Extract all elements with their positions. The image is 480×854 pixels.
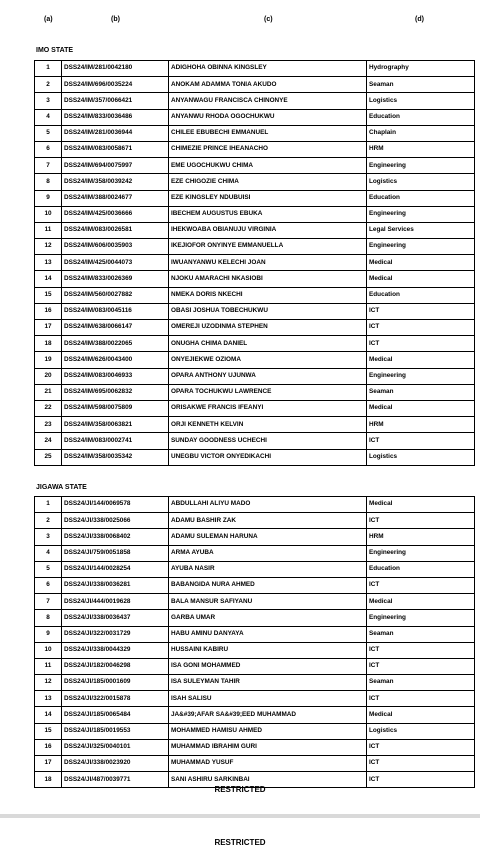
service-number-cell: DSS24/IM/694/0075997 (62, 158, 169, 174)
name-cell: NJOKU AMARACHI NKASIOBI (169, 271, 367, 287)
table-row (35, 320, 475, 336)
serial-number-cell: 18 (35, 772, 62, 788)
name-cell: IKEJIOFOR ONYINYE EMMANUELLA (169, 239, 367, 255)
name-cell: ADIGHOHA OBINNA KINGSLEY (169, 61, 367, 77)
specialty-cell: ICT (367, 642, 475, 658)
name-cell: ORISAKWE FRANCIS IFEANYI (169, 400, 367, 416)
table-row (35, 513, 475, 529)
serial-number-cell: 18 (35, 336, 62, 352)
name-cell: CHILEE EBUBECHI EMMANUEL (169, 125, 367, 141)
service-number-cell: DSS24/IM/833/0026369 (62, 271, 169, 287)
service-number-cell: DSS24/JI/325/0040101 (62, 739, 169, 755)
specialty-cell: Hydrography (367, 61, 475, 77)
table-row (35, 190, 475, 206)
service-number-cell: DSS24/IM/083/0026581 (62, 222, 169, 238)
name-cell: JA&#39;AFAR SA&#39;EED MUHAMMAD (169, 707, 367, 723)
table-row (35, 206, 475, 222)
table-row (35, 756, 475, 772)
service-number-cell: DSS24/JI/182/0046298 (62, 658, 169, 674)
table-row (35, 93, 475, 109)
table-row (35, 287, 475, 303)
table-row (35, 417, 475, 433)
specialty-cell: Seaman (367, 626, 475, 642)
table-row (35, 352, 475, 368)
service-number-cell: DSS24/JI/144/0028254 (62, 561, 169, 577)
serial-number-cell: 8 (35, 174, 62, 190)
serial-number-cell: 1 (35, 497, 62, 513)
name-cell: ISA SULEYMAN TAHIR (169, 675, 367, 691)
specialty-cell: Medical (367, 271, 475, 287)
service-number-cell: DSS24/IM/358/0063821 (62, 417, 169, 433)
name-cell: GARBA UMAR (169, 610, 367, 626)
table-row (35, 545, 475, 561)
serial-number-cell: 2 (35, 513, 62, 529)
name-cell: MUHAMMAD YUSUF (169, 756, 367, 772)
name-cell: ANOKAM ADAMMA TONIA AKUDO (169, 77, 367, 93)
table-row (35, 723, 475, 739)
serial-number-cell: 5 (35, 561, 62, 577)
serial-number-cell: 10 (35, 206, 62, 222)
specialty-cell: ICT (367, 303, 475, 319)
table-row (35, 691, 475, 707)
table-row (35, 61, 475, 77)
serial-number-cell: 16 (35, 303, 62, 319)
serial-number-cell: 6 (35, 141, 62, 157)
name-cell: ANYANWAGU FRANCISCA CHINONYE (169, 93, 367, 109)
service-number-cell: DSS24/IM/358/0035342 (62, 449, 169, 465)
specialty-cell: Education (367, 109, 475, 125)
service-number-cell: DSS24/JI/185/0019553 (62, 723, 169, 739)
column-header-row (0, 16, 480, 28)
name-cell: ONYEJIEKWE OZIOMA (169, 352, 367, 368)
serial-number-cell: 7 (35, 594, 62, 610)
service-number-cell: DSS24/JI/338/0044329 (62, 642, 169, 658)
service-number-cell: DSS24/IM/425/0044073 (62, 255, 169, 271)
service-number-cell: DSS24/IM/598/0075809 (62, 400, 169, 416)
name-cell: NMEKA DORIS NKECHI (169, 287, 367, 303)
service-number-cell: DSS24/JI/322/0015878 (62, 691, 169, 707)
serial-number-cell: 14 (35, 707, 62, 723)
service-number-cell: DSS24/JI/185/0065484 (62, 707, 169, 723)
service-number-cell: DSS24/JI/338/0036437 (62, 610, 169, 626)
table-row (35, 610, 475, 626)
service-number-cell: DSS24/JI/185/0001609 (62, 675, 169, 691)
table-row (35, 384, 475, 400)
service-number-cell: DSS24/IM/281/0042180 (62, 61, 169, 77)
name-cell: ISAH SALISU (169, 691, 367, 707)
serial-number-cell: 24 (35, 433, 62, 449)
restricted-footer-label: RESTRICTED (214, 785, 266, 794)
column-header-b: (b) (111, 16, 120, 23)
serial-number-cell: 21 (35, 384, 62, 400)
specialty-cell: ICT (367, 772, 475, 788)
serial-number-cell: 3 (35, 529, 62, 545)
name-cell: SANI ASHIRU SARKINBAI (169, 772, 367, 788)
serial-number-cell: 12 (35, 675, 62, 691)
specialty-cell: ICT (367, 433, 475, 449)
name-cell: ISA GONI MOHAMMED (169, 658, 367, 674)
name-cell: HABU AMINU DANYAYA (169, 626, 367, 642)
table-row (35, 561, 475, 577)
name-cell: OMEREJI UZODINMA STEPHEN (169, 320, 367, 336)
specialty-cell: Legal Services (367, 222, 475, 238)
specialty-cell: Medical (367, 255, 475, 271)
service-number-cell: DSS24/JI/759/0051858 (62, 545, 169, 561)
section-title-imo: IMO STATE (36, 47, 74, 54)
specialty-cell: ICT (367, 756, 475, 772)
name-cell: EZE KINGSLEY NDUBUISI (169, 190, 367, 206)
serial-number-cell: 5 (35, 125, 62, 141)
specialty-cell: Medical (367, 707, 475, 723)
service-number-cell: DSS24/IM/388/0024677 (62, 190, 169, 206)
name-cell: BABANGIDA NURA AHMED (169, 577, 367, 593)
name-cell: UNEGBU VICTOR ONYEDIKACHI (169, 449, 367, 465)
table-row (35, 271, 475, 287)
specialty-cell: Medical (367, 400, 475, 416)
table-row (35, 739, 475, 755)
table-row (35, 336, 475, 352)
service-number-cell: DSS24/IM/425/0036666 (62, 206, 169, 222)
name-cell: IBECHEM AUGUSTUS EBUKA (169, 206, 367, 222)
specialty-cell: Engineering (367, 368, 475, 384)
service-number-cell: DSS24/JI/338/0023920 (62, 756, 169, 772)
table-row (35, 239, 475, 255)
service-number-cell: DSS24/IM/833/0036486 (62, 109, 169, 125)
specialty-cell: ICT (367, 513, 475, 529)
name-cell: HUSSAINI KABIRU (169, 642, 367, 658)
specialty-cell: Seaman (367, 675, 475, 691)
name-cell: AYUBA NASIR (169, 561, 367, 577)
specialty-cell: Seaman (367, 77, 475, 93)
table-row (35, 642, 475, 658)
service-number-cell: DSS24/IM/560/0027882 (62, 287, 169, 303)
table-row (35, 158, 475, 174)
table-row (35, 222, 475, 238)
serial-number-cell: 14 (35, 271, 62, 287)
service-number-cell: DSS24/JI/338/0025066 (62, 513, 169, 529)
name-cell: CHIMEZIE PRINCE IHEANACHO (169, 141, 367, 157)
name-cell: IWUANYANWU KELECHI JOAN (169, 255, 367, 271)
serial-number-cell: 1 (35, 61, 62, 77)
specialty-cell: Logistics (367, 723, 475, 739)
specialty-cell: Education (367, 561, 475, 577)
name-cell: OPARA TOCHUKWU LAWRENCE (169, 384, 367, 400)
name-cell: OPARA ANTHONY UJUNWA (169, 368, 367, 384)
specialty-cell: Seaman (367, 384, 475, 400)
service-number-cell: DSS24/JI/322/0031729 (62, 626, 169, 642)
specialty-cell: Engineering (367, 206, 475, 222)
roster-table-jigawa (34, 496, 475, 788)
table-row (35, 400, 475, 416)
table-row (35, 433, 475, 449)
name-cell: OBASI JOSHUA TOBECHUKWU (169, 303, 367, 319)
service-number-cell: DSS24/IM/083/0058671 (62, 141, 169, 157)
name-cell: BALA MANSUR SAFIYANU (169, 594, 367, 610)
service-number-cell: DSS24/JI/444/0019628 (62, 594, 169, 610)
specialty-cell: Engineering (367, 239, 475, 255)
serial-number-cell: 16 (35, 739, 62, 755)
table-row (35, 707, 475, 723)
service-number-cell: DSS24/IM/083/0002741 (62, 433, 169, 449)
specialty-cell: ICT (367, 691, 475, 707)
specialty-cell: Engineering (367, 158, 475, 174)
table-row (35, 174, 475, 190)
table-row (35, 303, 475, 319)
service-number-cell: DSS24/JI/144/0069578 (62, 497, 169, 513)
table-row (35, 626, 475, 642)
service-number-cell: DSS24/JI/338/0036281 (62, 577, 169, 593)
specialty-cell: HRM (367, 417, 475, 433)
serial-number-cell: 2 (35, 77, 62, 93)
column-header-c: (c) (264, 16, 273, 23)
name-cell: ARMA AYUBA (169, 545, 367, 561)
serial-number-cell: 7 (35, 158, 62, 174)
specialty-cell: ICT (367, 320, 475, 336)
table-row (35, 529, 475, 545)
specialty-cell: Logistics (367, 449, 475, 465)
serial-number-cell: 8 (35, 610, 62, 626)
specialty-cell: Logistics (367, 93, 475, 109)
table-row (35, 675, 475, 691)
name-cell: EZE CHIGOZIE CHIMA (169, 174, 367, 190)
table-row (35, 77, 475, 93)
name-cell: ANYANWU RHODA OGOCHUKWU (169, 109, 367, 125)
table-row (35, 658, 475, 674)
restricted-header-label: RESTRICTED (214, 838, 266, 847)
serial-number-cell: 6 (35, 577, 62, 593)
serial-number-cell: 11 (35, 658, 62, 674)
name-cell: SUNDAY GOODNESS UCHECHI (169, 433, 367, 449)
service-number-cell: DSS24/IM/696/0035224 (62, 77, 169, 93)
service-number-cell: DSS24/IM/281/0036944 (62, 125, 169, 141)
serial-number-cell: 4 (35, 109, 62, 125)
service-number-cell: DSS24/IM/388/0022065 (62, 336, 169, 352)
table-row (35, 449, 475, 465)
serial-number-cell: 4 (35, 545, 62, 561)
serial-number-cell: 9 (35, 190, 62, 206)
specialty-cell: Medical (367, 497, 475, 513)
service-number-cell: DSS24/IM/638/0066147 (62, 320, 169, 336)
serial-number-cell: 3 (35, 93, 62, 109)
column-header-d: (d) (415, 16, 424, 23)
serial-number-cell: 12 (35, 239, 62, 255)
specialty-cell: HRM (367, 529, 475, 545)
serial-number-cell: 23 (35, 417, 62, 433)
serial-number-cell: 15 (35, 287, 62, 303)
serial-number-cell: 17 (35, 320, 62, 336)
table-row (35, 125, 475, 141)
specialty-cell: ICT (367, 577, 475, 593)
table-row (35, 109, 475, 125)
service-number-cell: DSS24/IM/695/0062832 (62, 384, 169, 400)
specialty-cell: Chaplain (367, 125, 475, 141)
table-row (35, 255, 475, 271)
specialty-cell: Engineering (367, 545, 475, 561)
serial-number-cell: 11 (35, 222, 62, 238)
serial-number-cell: 22 (35, 400, 62, 416)
specialty-cell: Medical (367, 594, 475, 610)
table-row (35, 497, 475, 513)
serial-number-cell: 25 (35, 449, 62, 465)
table-row (35, 577, 475, 593)
specialty-cell: Logistics (367, 174, 475, 190)
name-cell: MUHAMMAD IBRAHIM GURI (169, 739, 367, 755)
service-number-cell: DSS24/IM/626/0043400 (62, 352, 169, 368)
service-number-cell: DSS24/IM/083/0045116 (62, 303, 169, 319)
name-cell: ADAMU BASHIR ZAK (169, 513, 367, 529)
page-separator (0, 814, 480, 818)
roster-table-imo (34, 60, 475, 466)
serial-number-cell: 13 (35, 255, 62, 271)
serial-number-cell: 15 (35, 723, 62, 739)
name-cell: EME UGOCHUKWU CHIMA (169, 158, 367, 174)
serial-number-cell: 10 (35, 642, 62, 658)
serial-number-cell: 9 (35, 626, 62, 642)
serial-number-cell: 17 (35, 756, 62, 772)
service-number-cell: DSS24/IM/083/0046933 (62, 368, 169, 384)
column-header-a: (a) (44, 16, 53, 23)
service-number-cell: DSS24/IM/606/0035903 (62, 239, 169, 255)
serial-number-cell: 20 (35, 368, 62, 384)
name-cell: ADAMU SULEMAN HARUNA (169, 529, 367, 545)
table-row (35, 368, 475, 384)
specialty-cell: HRM (367, 141, 475, 157)
specialty-cell: Medical (367, 352, 475, 368)
table-row (35, 141, 475, 157)
service-number-cell: DSS24/JI/338/0068402 (62, 529, 169, 545)
service-number-cell: DSS24/IM/358/0039242 (62, 174, 169, 190)
name-cell: ORJI KENNETH KELVIN (169, 417, 367, 433)
service-number-cell: DSS24/IM/357/0066421 (62, 93, 169, 109)
table-row (35, 594, 475, 610)
specialty-cell: Engineering (367, 610, 475, 626)
section-title-jigawa: JIGAWA STATE (36, 484, 87, 491)
name-cell: ABDULLAHI ALIYU MADO (169, 497, 367, 513)
name-cell: ONUGHA CHIMA DANIEL (169, 336, 367, 352)
specialty-cell: Education (367, 287, 475, 303)
specialty-cell: ICT (367, 739, 475, 755)
service-number-cell: DSS24/JI/487/0039771 (62, 772, 169, 788)
name-cell: IHEKWOABA OBIANUJU VIRGINIA (169, 222, 367, 238)
specialty-cell: ICT (367, 658, 475, 674)
serial-number-cell: 19 (35, 352, 62, 368)
specialty-cell: Education (367, 190, 475, 206)
serial-number-cell: 13 (35, 691, 62, 707)
name-cell: MOHAMMED HAMISU AHMED (169, 723, 367, 739)
specialty-cell: ICT (367, 336, 475, 352)
